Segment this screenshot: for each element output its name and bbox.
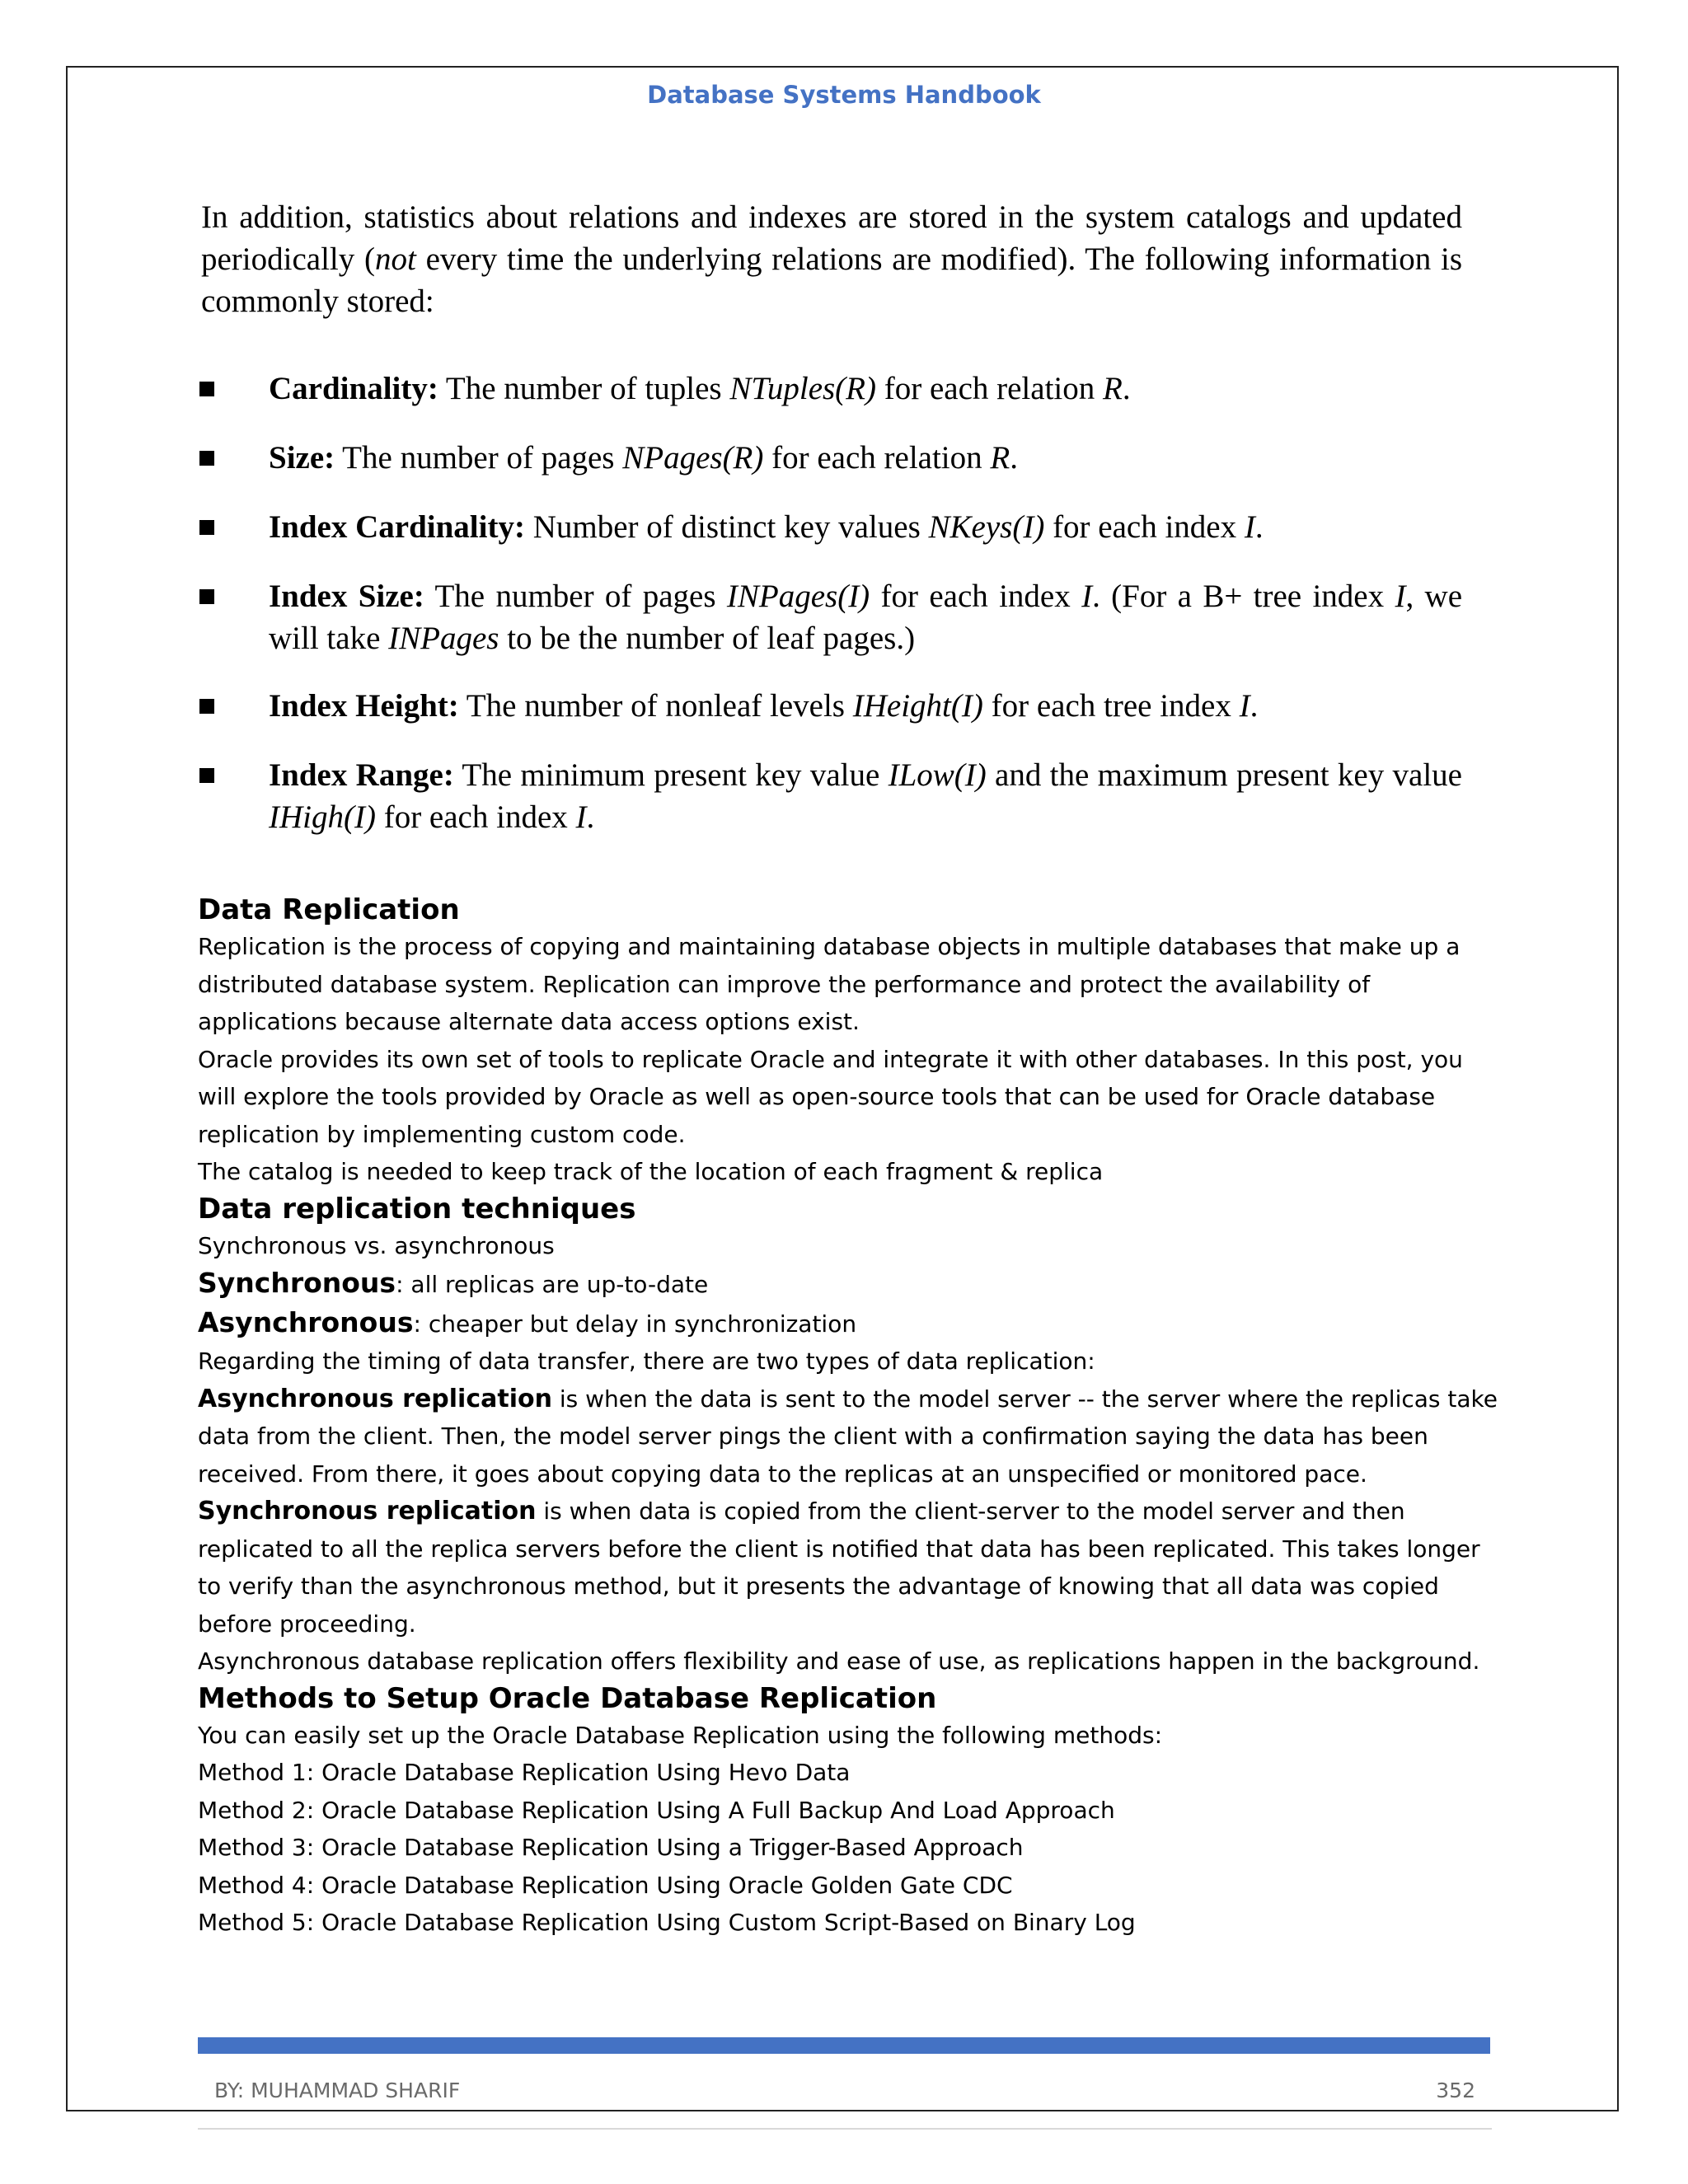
list-item: Method 2: Oracle Database Replication Using A Full Backup And Load Approach xyxy=(198,1796,1115,1824)
footer-divider xyxy=(198,2128,1492,2130)
paragraph: Asynchronous replication is when the data is sent to the model server -- the server where the replicas take data from the client. Then, the model server pings the client with a confirmation saying the data has been received. From there, it goes about copying data to the replicas at an unspecified or monitored pace. xyxy=(198,1384,1498,1488)
stat-item: Index Cardinality: Number of distinct key values NKeys(I) for each index I. xyxy=(198,506,1462,548)
paragraph: Regarding the timing of data transfer, there are two types of data replication: xyxy=(198,1347,1095,1375)
footer-author: BY: MUHAMMAD SHARIF xyxy=(214,2079,461,2102)
stat-item: Size: The number of pages NPages(R) for each relation R. xyxy=(198,437,1462,479)
paragraph: Oracle provides its own set of tools to replicate Oracle and integrate it with other databases. In this post, you will explore the tools provided by Oracle as well as open-source tools that can be used for Oracle database replication by implementing custom code. xyxy=(198,1045,1463,1148)
stat-item: Index Range: The minimum present key value ILow(I) and the maximum present key value IHigh(I) for each index I. xyxy=(198,754,1462,838)
section-heading: Data replication techniques xyxy=(198,1192,636,1226)
paragraph: Synchronous replication is when data is copied from the client-server to the model server and then replicated to all the replica servers before the client is notified that data has been replicated. This takes longer to verify than the asynchronous method, but it presents the advantage of knowing that all data was copied before proceeding. xyxy=(198,1497,1480,1638)
list-item: Method 1: Oracle Database Replication Using Hevo Data xyxy=(198,1759,851,1786)
paragraph: Asynchronous: cheaper but delay in synchronization xyxy=(198,1305,857,1338)
footer-accent-bar xyxy=(198,2037,1490,2054)
square-bullet-icon xyxy=(199,520,214,535)
running-header: Database Systems Handbook xyxy=(647,81,1041,109)
square-bullet-icon xyxy=(199,699,214,714)
list-item: Method 5: Oracle Database Replication Using Custom Script-Based on Binary Log xyxy=(198,1909,1136,1936)
paragraph: Synchronous vs. asynchronous xyxy=(198,1231,555,1259)
square-bullet-icon xyxy=(199,589,214,604)
paragraph: The catalog is needed to keep track of the location of each fragment & replica xyxy=(198,1158,1104,1185)
square-bullet-icon xyxy=(199,451,214,466)
list-item: Method 4: Oracle Database Replication Using Oracle Golden Gate CDC xyxy=(198,1871,1013,1899)
intro-paragraph: In addition, statistics about relations and indexes are stored in the system catalogs and updated periodically (not every time the underlying relations are modified). The following information is commonly stored: xyxy=(201,199,1462,319)
statistics-list xyxy=(198,368,1462,865)
page-number: 352 xyxy=(1436,2079,1475,2102)
paragraph: Synchronous: all replicas are up-to-date xyxy=(198,1267,709,1299)
paragraph: Replication is the process of copying and maintaining database objects in multiple databases that make up a distributed database system. Replication can improve the performance and protect the availability of applications because alternate data access options exist. xyxy=(198,933,1461,1035)
stat-item: Index Height: The number of nonleaf levels IHeight(I) for each tree index I. xyxy=(198,685,1462,727)
section-heading: Data Replication xyxy=(198,893,460,926)
stat-item: Index Size: The number of pages INPages(I) for each index I. (For a B+ tree index I, we will take INPages to be the number of leaf pages.) xyxy=(198,575,1462,659)
stat-item: Cardinality: The number of tuples NTuples(R) for each relation R. xyxy=(198,368,1462,410)
paragraph: Asynchronous database replication offers flexibility and ease of use, as replications happen in the background. xyxy=(198,1647,1480,1675)
paragraph: You can easily set up the Oracle Database Replication using the following methods: xyxy=(198,1721,1162,1749)
list-item: Method 3: Oracle Database Replication Using a Trigger-Based Approach xyxy=(198,1834,1024,1861)
section-heading: Methods to Setup Oracle Database Replication xyxy=(198,1681,937,1715)
square-bullet-icon xyxy=(199,382,214,396)
data-replication-section xyxy=(198,892,1500,1942)
square-bullet-icon xyxy=(199,768,214,783)
